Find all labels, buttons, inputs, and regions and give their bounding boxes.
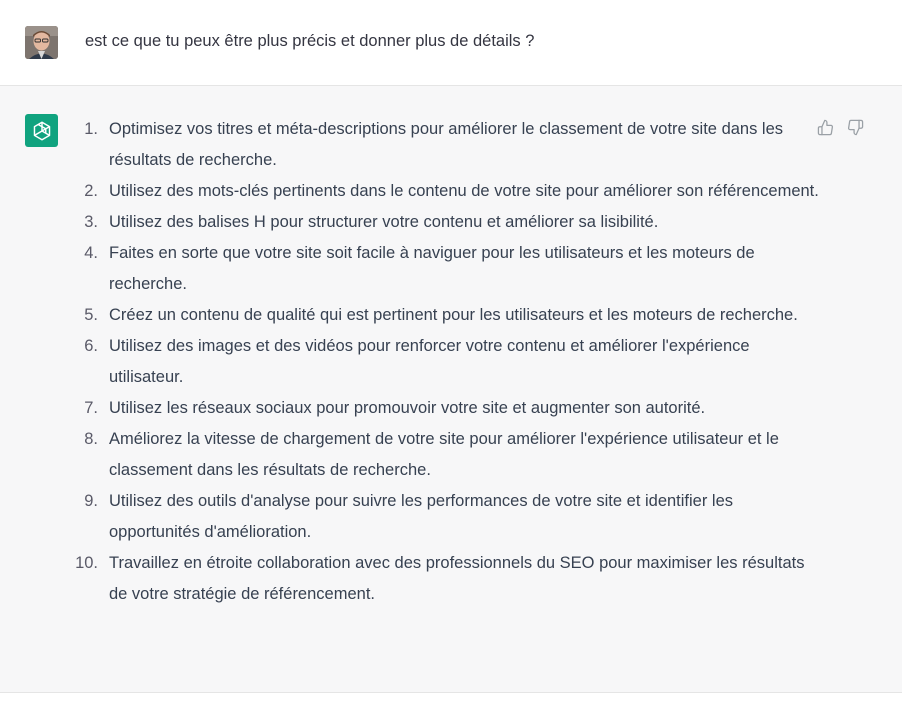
list-item-number: 7.: [84, 399, 98, 417]
list-item-text: Utilisez des balises H pour structurer votre contenu et améliorer sa lisibilité.: [109, 213, 659, 231]
list-item-text: Utilisez des outils d'analyse pour suivre les performances de votre site et identifier les opportunités d'amélioration.: [109, 492, 734, 541]
list-item-number: 9.: [84, 492, 98, 510]
list-item: [0, 176, 821, 207]
user-message-row: [0, 0, 902, 86]
list-item-text: Utilisez des images et des vidéos pour renforcer votre contenu et améliorer l'expérience utilisateur.: [109, 337, 750, 386]
assistant-message-row: [0, 86, 902, 693]
list-item-number: 1.: [84, 120, 98, 138]
list-item-number: 10.: [75, 554, 98, 572]
list-item-text: Utilisez les réseaux sociaux pour promouvoir votre site et augmenter son autorité.: [109, 399, 706, 417]
user-avatar-photo: [25, 26, 58, 59]
list-item-number: 5.: [84, 306, 98, 324]
list-item: [0, 486, 821, 548]
list-item-number: 3.: [84, 213, 98, 231]
list-item: [0, 300, 821, 331]
list-item: [0, 393, 821, 424]
list-item-text: Utilisez des mots-clés pertinents dans le contenu de votre site pour améliorer son référencement.: [109, 182, 819, 200]
list-item: [0, 424, 821, 486]
list-item-number: 2.: [84, 182, 98, 200]
list-item: [0, 331, 821, 393]
list-item: [0, 114, 821, 176]
answer-list: [0, 114, 821, 610]
user-message-text: est ce que tu peux être plus précis et donner plus de détails ?: [85, 32, 535, 50]
thumbs-up-button[interactable]: [815, 117, 835, 137]
thumbs-down-icon: [847, 119, 864, 136]
list-item-text: Optimisez vos titres et méta-descriptions pour améliorer le classement de votre site dans les résultats de recherche.: [109, 120, 784, 169]
list-item-number: 8.: [84, 430, 98, 448]
thumbs-down-button[interactable]: [845, 117, 865, 137]
list-item: [0, 207, 821, 238]
list-item-number: 6.: [84, 337, 98, 355]
list-item-text: Faites en sorte que votre site soit facile à naviguer pour les utilisateurs et les moteurs de recherche.: [109, 244, 755, 293]
thumbs-up-icon: [817, 119, 834, 136]
list-item-text: Améliorez la vitesse de chargement de votre site pour améliorer l'expérience utilisateur et le classement dans les résultats de recherche.: [109, 430, 779, 479]
list-item: [0, 548, 821, 610]
list-item-number: 4.: [84, 244, 98, 262]
list-item: [0, 238, 821, 300]
list-item-text: Créez un contenu de qualité qui est pertinent pour les utilisateurs et les moteurs de recherche.: [109, 306, 798, 324]
list-item-text: Travaillez en étroite collaboration avec des professionnels du SEO pour maximiser les résultats de votre stratégie de référencement.: [109, 554, 805, 603]
user-avatar: [25, 26, 58, 59]
